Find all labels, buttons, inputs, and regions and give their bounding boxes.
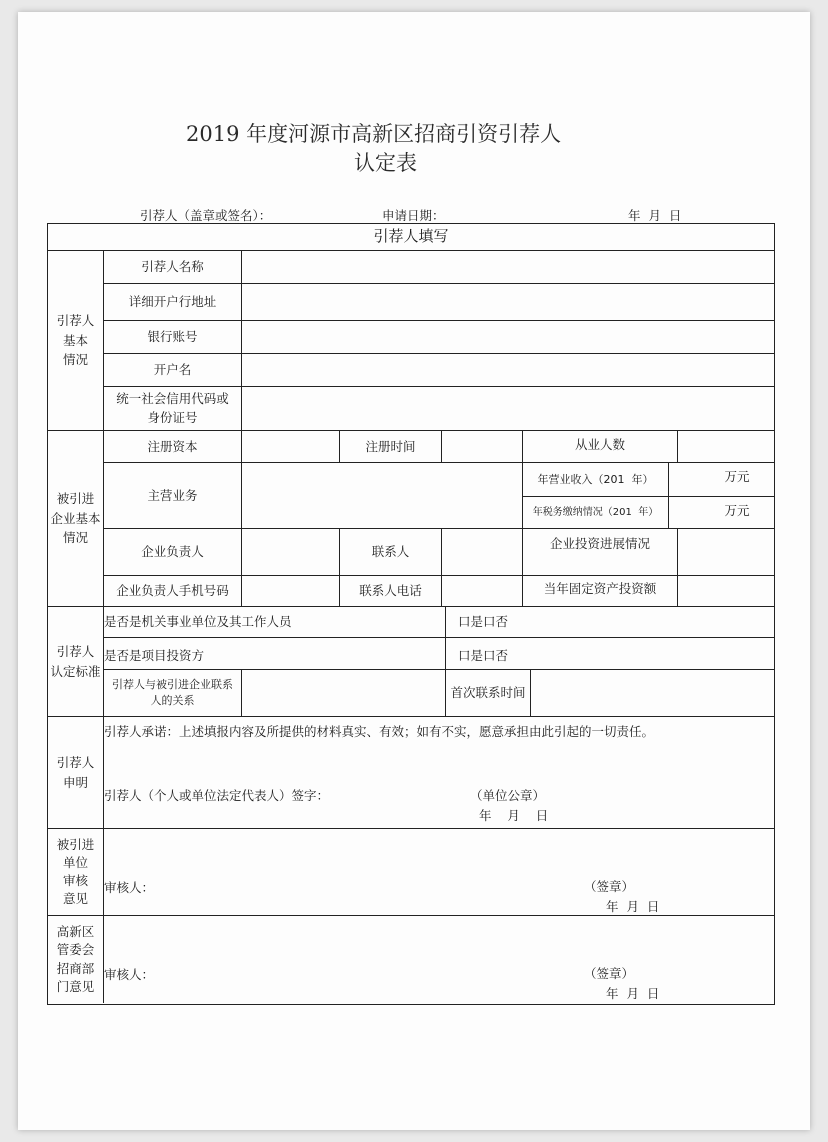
section-header: 引荐人填写 [373,227,449,246]
revenue-label: 年营业收入（201 年） [537,472,654,486]
committee-seal-label: （签章） [584,966,635,981]
reg-time-label: 注册时间 [365,438,416,454]
leader-phone-label: 企业负责人手机号码 [116,583,229,599]
contact-label: 联系人 [371,544,410,560]
declaration-seal-label: （单位公章） [470,788,546,803]
criteria-section-label: 引荐人 认定标准 [50,644,101,679]
leader-label: 企业负责人 [141,544,204,560]
criteria-q2-checkbox[interactable]: 口是口否 [458,648,509,663]
unit-reviewer-label: 审核人： [104,880,155,895]
tax-unit: 万元 [724,503,750,519]
first-contact-label: 首次联系时间 [450,685,526,701]
reg-capital-label: 注册资本 [147,438,198,454]
apply-date-label: 申请日期： [382,208,445,223]
referrer-sign-label: 引荐人（盖章或签名）： [140,208,272,223]
main-business-label: 主营业务 [147,487,198,503]
committee-reviewer-label: 审核人： [104,967,155,982]
form-subtitle: 认定表 [354,151,417,175]
contact-phone-label: 联系人电话 [359,583,422,599]
bank-account-label: 银行账号 [147,329,198,345]
declaration-sign-label: 引荐人（个人或单位法定代表人）签字： [104,788,330,803]
criteria-q1-checkbox[interactable]: 口是口否 [458,614,509,629]
criteria-q1-label: 是否是机关事业单位及其工作人员 [104,614,292,629]
account-name-label: 开户名 [153,362,192,378]
unit-seal-label: （签章） [584,879,635,894]
unit-review-section-label: 被引进 单位 审核 意见 [56,836,95,907]
enterprise-section-label: 被引进 企业基本 情况 [50,491,101,546]
referrer-name-label: 引荐人名称 [141,259,204,275]
criteria-q2-label: 是否是项目投资方 [104,648,205,663]
relation-label: 引荐人与被引进企业联系 人的关系 [112,677,233,707]
committee-review-section-label: 高新区 管委会 招商部 门意见 [56,924,95,994]
unit-review-date: 年 月 日 [606,899,660,914]
form-title: 2019 年度河源市高新区招商引资引荐人 [186,122,562,146]
bank-address-label: 详细开户行地址 [128,294,217,310]
promise-text: 引荐人承诺：上述填报内容及所提供的材料真实、有效；如有不实，愿意承担由此引起的一切责任。 [104,724,655,739]
employees-label: 从业人数 [574,437,625,453]
tax-label: 年税务缴纳情况（201 年） [532,506,659,518]
progress-label: 企业投资进展情况 [549,536,650,552]
fixed-assets-label: 当年固定资产投资额 [543,581,657,597]
revenue-unit: 万元 [724,469,750,485]
declaration-section-label: 引荐人 申明 [56,755,95,790]
basic-section-label: 引荐人 基本 情况 [56,313,95,368]
apply-date-value: 年 月 日 [628,208,682,223]
committee-review-date: 年 月 日 [606,986,660,1001]
credit-code-label: 统一社会信用代码或 身份证号 [116,391,229,425]
declaration-date: 年 月 日 [479,808,549,823]
